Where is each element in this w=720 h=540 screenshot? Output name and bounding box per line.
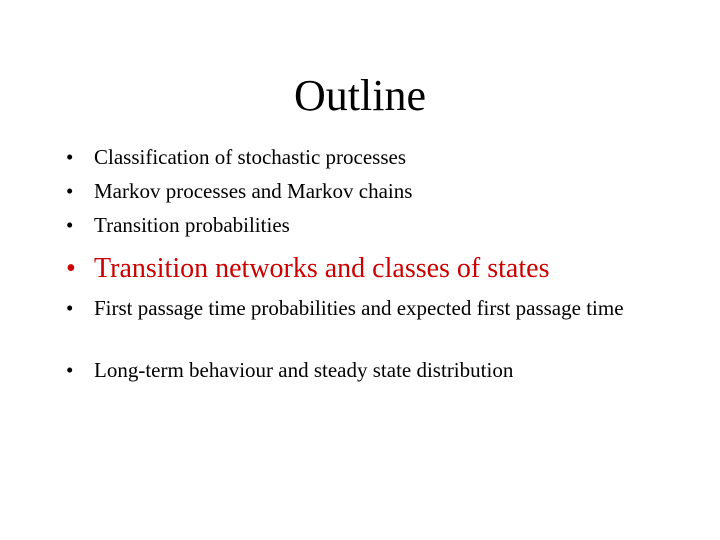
bullet-text: First passage time probabilities and expected first passage time — [94, 296, 624, 320]
bullet-marker: • — [66, 253, 76, 284]
bullet-marker: • — [66, 179, 74, 203]
bullet-text: Transition probabilities — [94, 213, 290, 237]
bullet-marker: • — [66, 296, 74, 320]
slide-title — [0, 70, 720, 122]
bullet-text: Transition networks and classes of states — [94, 253, 550, 284]
slide-title-text: Outline — [294, 71, 426, 120]
bullet-text: Long-term behaviour and steady state distribution — [94, 358, 514, 382]
bullet-text: Markov processes and Markov chains — [94, 179, 413, 203]
bullet-marker: • — [66, 213, 74, 237]
bullet-text: Classification of stochastic processes — [94, 145, 407, 169]
bullet-marker: • — [66, 145, 74, 169]
bullet-marker: • — [66, 358, 74, 382]
